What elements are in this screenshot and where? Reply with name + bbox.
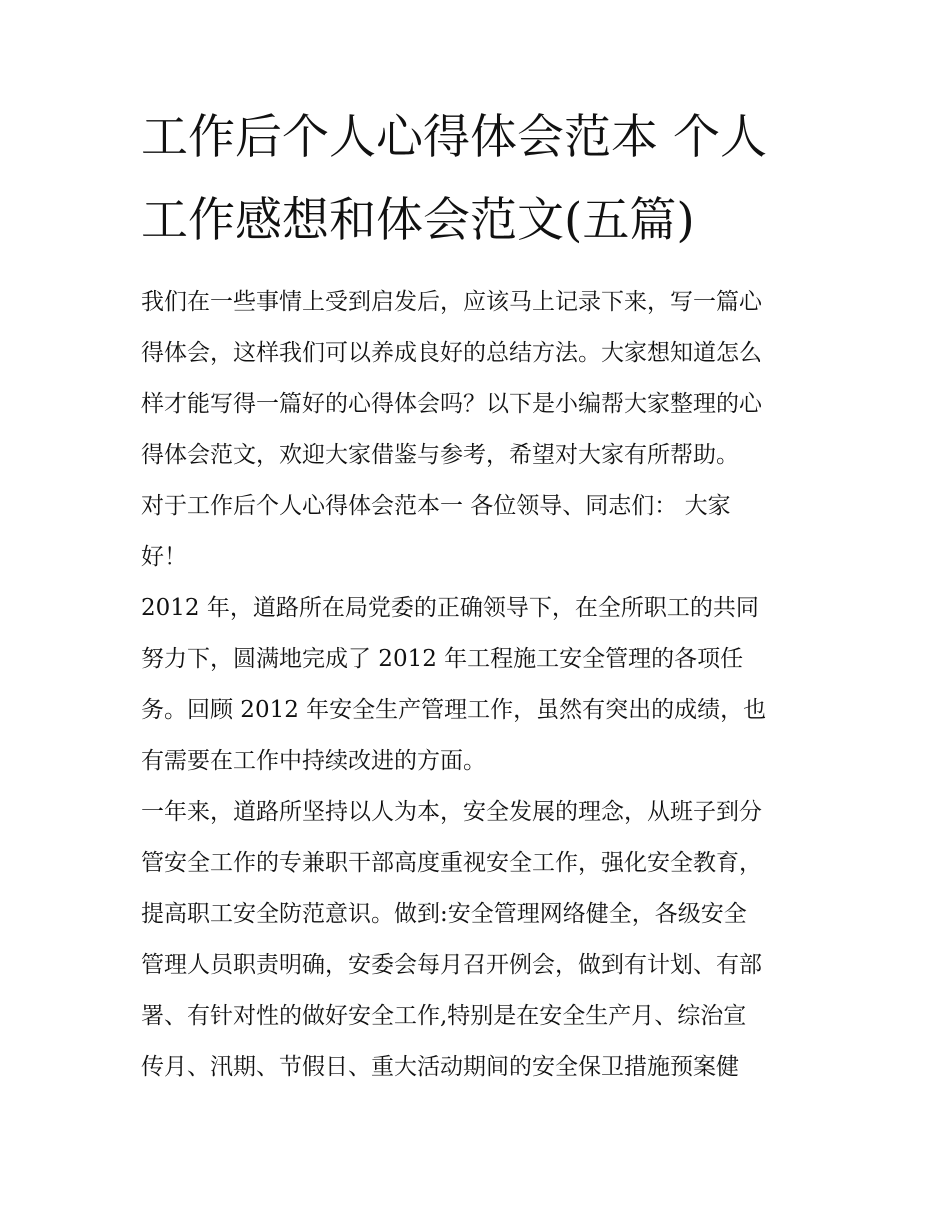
body-line: 2012 年，道路所在局党委的正确领导下，在全所职工的共同 bbox=[141, 595, 759, 621]
body-line: 管安全工作的专兼职干部高度重视安全工作，强化安全教育， bbox=[141, 850, 762, 876]
title-line: 工作后个人心得体会范本 个人 bbox=[141, 110, 767, 165]
body-line: 一年来，道路所坚持以人为本，安全发展的理念，从班子到分 bbox=[141, 799, 762, 825]
body-line: 得体会范文，欢迎大家借鉴与参考，希望对大家有所帮助。 bbox=[141, 442, 739, 468]
body-line: 务。回顾 2012 年安全生产管理工作，虽然有突出的成绩，也 bbox=[141, 697, 767, 723]
body-line: 有需要在工作中持续改进的方面。 bbox=[141, 748, 486, 774]
document-body bbox=[141, 277, 831, 1093]
body-line: 提高职工安全防范意识。做到:安全管理网络健全，各级安全 bbox=[141, 901, 747, 927]
body-line: 样才能写得一篇好的心得体会吗？以下是小编帮大家整理的心 bbox=[141, 391, 762, 417]
body-line: 我们在一些事情上受到启发后，应该马上记录下来，写一篇心 bbox=[141, 289, 762, 315]
title-line: 工作感想和体会范文(五篇) bbox=[141, 193, 695, 248]
body-line: 对于工作后个人心得体会范本一 各位领导、同志们： 大家 bbox=[141, 493, 731, 519]
body-line: 传月、汛期、节假日、重大活动期间的安全保卫措施预案健 bbox=[141, 1054, 739, 1080]
document-title bbox=[141, 110, 831, 248]
body-line: 管理人员职责明确，安委会每月召开例会，做到有计划、有部 bbox=[141, 952, 762, 978]
body-line: 得体会，这样我们可以养成良好的总结方法。大家想知道怎么 bbox=[141, 340, 762, 366]
body-line: 署、有针对性的做好安全工作,特别是在安全生产月、综治宣 bbox=[141, 1003, 747, 1029]
body-line: 好！ bbox=[141, 544, 187, 570]
body-line: 努力下，圆满地完成了 2012 年工程施工安全管理的各项任 bbox=[141, 646, 744, 672]
